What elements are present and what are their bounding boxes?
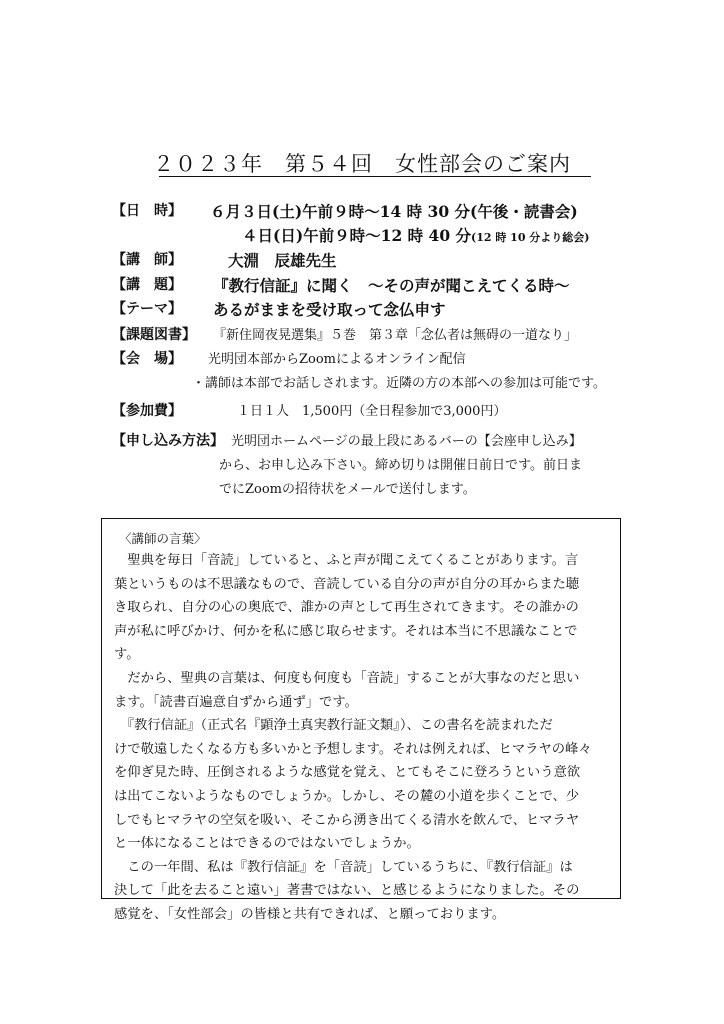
theme-value: あるがままを受け取って念仏申す (213, 300, 446, 319)
message-line: は出てこないようなものでしょうか。しかし、その麓の小道を歩くことで、少 (114, 788, 580, 804)
lecturer-label: 【講 師】 (112, 252, 182, 268)
lecturer-message-body (114, 549, 619, 927)
message-line: と一体になることはできるのではないでしょうか。 (114, 836, 420, 852)
message-line: 決して「此を去ること遠い」著書ではない、と感じるようになりました。その (114, 883, 580, 899)
schedule-label: 【日 時】 (112, 203, 182, 219)
message-line: 声が私に呼びかけ、何かを私に感じ取らせます。それは本当に不思議なことで (114, 623, 578, 639)
application-line-1: 光明団ホームページの最上段にあるバーの【会座申し込み】 (231, 434, 582, 449)
fee-label: 【参加費】 (112, 403, 182, 419)
schedule-day2-note: (12 時 10 分より総会) (471, 231, 590, 244)
message-line: き取られ、自分の心の奥底で、誰かの声として再生されてきます。その誰かの (114, 600, 579, 616)
title-underline (159, 176, 591, 177)
message-line: しでもヒマラヤの空気を吸い、そこから湧き出てくる清水を飲んで、ヒマラヤ (114, 812, 580, 828)
venue-value: 光明団本部からZoomによるオンライン配信 (208, 352, 466, 367)
message-line: この一年間、私は『教行信証』を「音読」しているうちに、『教行信証』は (114, 859, 573, 875)
message-line: す。 (114, 647, 140, 663)
topic-value: 『教行信証』に聞く 〜その声が聞こえてくる時〜 (213, 276, 570, 295)
textbook-label: 【課題図書】 (112, 327, 196, 343)
page-title: ２０２３年 第５４回 女性部会のご案内 (153, 152, 571, 176)
message-line: だから、聖典の言葉は、何度も何度も「音読」することが大事なのだと思い (114, 670, 580, 686)
message-line: ます。「読書百遍意自ずから通ず」です。 (114, 694, 358, 710)
message-line: 葉というものは不思議なもので、音読している自分の声が自分の耳からまた聴 (114, 576, 580, 592)
textbook-value: 『新住岡夜晃選集』５巻 第３章「念仏者は無碍の一道なり」 (213, 328, 578, 343)
message-line: 『教行信証』（正式名『顕浄土真実教行証文類』）、この書名を読まれただ (114, 718, 553, 734)
lecturer-message-heading: 〈講師の言葉〉 (119, 531, 207, 546)
theme-label: 【テーマ】 (112, 301, 182, 317)
message-line: 感覚を、「女性部会」の皆様と共有できれば、と願っております。 (114, 906, 506, 922)
schedule-day2-time: ４日(日)午前９時〜12 時 40 分 (242, 226, 471, 245)
application-label: 【申し込み方法】 (112, 433, 224, 449)
lecturer-name: 大淵 辰雄先生 (228, 251, 337, 270)
topic-label: 【講 題】 (112, 277, 182, 293)
venue-note: ・講師は本部でお話しされます。近隣の方の本部への参加は可能です。 (192, 376, 606, 391)
message-line: を仰ぎ見た時、圧倒されるような感覚を覚え、とてもそこに登ろうという意欲 (114, 765, 581, 781)
message-line: 聖典を毎日「音読」していると、ふと声が聞こえてくることがあります。言 (114, 553, 579, 568)
application-line-2: から、お申し込み下さい。締め切りは開催日前日です。前日ま (219, 458, 582, 473)
venue-label: 【会 場】 (112, 351, 182, 367)
schedule-day1: ６月３日(土)午前９時〜14 時 30 分(午後・読書会) (210, 202, 578, 221)
schedule-day2 (242, 224, 590, 246)
fee-value: １日１人 1,500円（全日程参加で3,000円） (237, 404, 507, 419)
application-line-3: でにZoomの招待状をメールで送付します。 (219, 482, 476, 497)
message-line: けで敬遠したくなる方も多いかと予想します。それは例えれば、ヒマラヤの峰々 (114, 741, 592, 757)
